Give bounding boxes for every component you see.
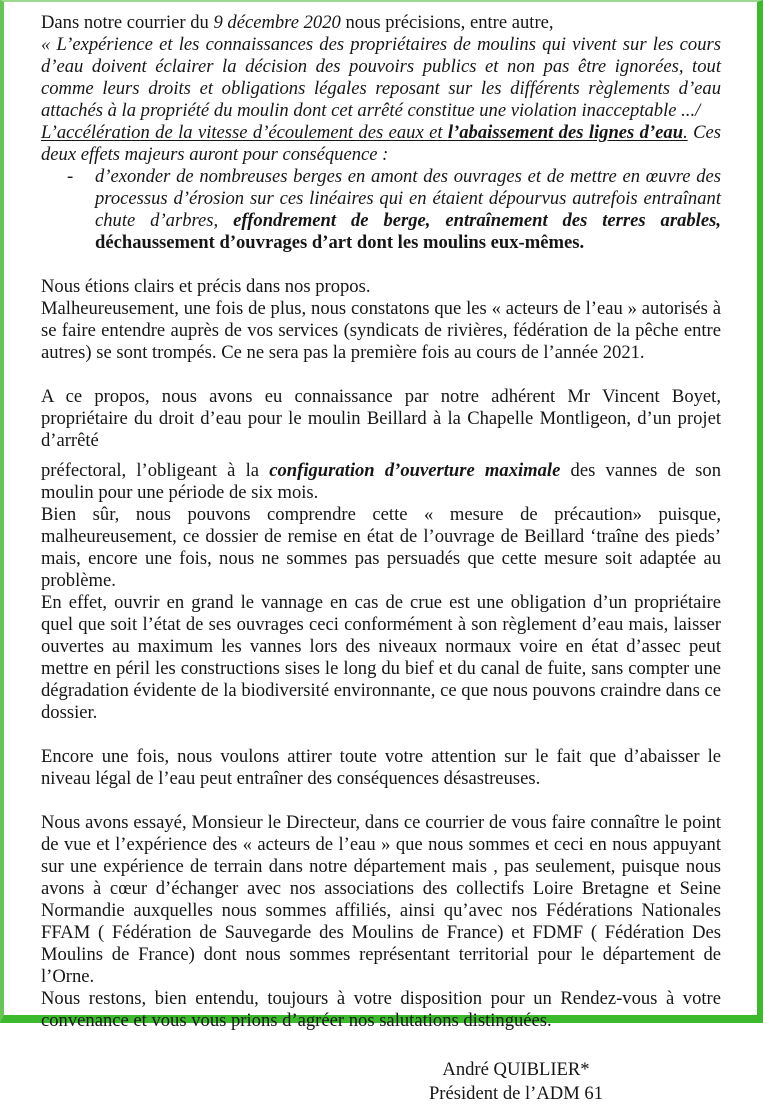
paragraph-spacer: [41, 364, 721, 386]
paragraph: [41, 988, 721, 1032]
text-segment: Nous avons essayé, Monsieur le Directeur, dans ce courrier de vous faire connaître le point de vue et l’expérience des « acteurs de l’eau » que nous sommes et ceci en nous appuyant sur une expérience de terrain dans notre département mais , pas seulement, puisque nous avons à cœur d’échanger avec nos associations des collectifs Loire Bretagne et Seine Normandie auxquelles nous sommes affiliés, ainsi qu’avec nos Fédérations Nationales FFAM ( Fédération de Sauvegarde des Moulins de France) et FDMF ( Fédération Des Moulins de France) dont nous sommes représentant territorial pour le département de l’Orne.: [41, 812, 721, 987]
text-segment: En effet, ouvrir en grand le vannage en cas de crue est une obligation d’un propriétaire quel que soit l’état de ses ouvrages ceci conformément à son règlement d’eau mais, laisser ouvertes au maximum les vannes lors des niveaux normaux voire en état d’assec peut mettre en péril les constructions sises le long du bief et du canal de fuite, sans compter une dégradation évidente de la biodiversité environnante, ce que nous pouvons craindre dans ce dossier.: [41, 592, 721, 723]
signature-name: André QUIBLIER*: [442, 1059, 590, 1080]
paragraph: [41, 386, 721, 452]
text-segment: des vannes de son moulin pour une période de six mois.: [41, 460, 721, 503]
paragraph: [41, 592, 721, 724]
text-segment: effondrement de berge, entraînement des terres arables,: [233, 210, 721, 231]
bullet-content: [95, 166, 721, 254]
text-segment: l’abaissement des lignes d’eau: [447, 122, 684, 143]
signature-block: [396, 1058, 636, 1106]
text-segment: préfectoral, l’obligeant à la: [41, 460, 270, 481]
paragraph: [41, 12, 721, 34]
text-segment: nous précisions, entre autre,: [340, 12, 554, 33]
text-segment: configuration d’ouverture maximale: [269, 460, 561, 481]
text-segment: Nous étions clairs et précis dans nos propos.: [41, 276, 371, 297]
paragraph: [41, 122, 721, 166]
document-body: [41, 12, 721, 1032]
paragraph: [41, 298, 721, 364]
paragraph: [41, 460, 721, 504]
text-segment: .: [683, 122, 688, 143]
text-segment: Encore une fois, nous voulons attirer toute votre attention sur le fait que d’abaisser le niveau légal de l’eau peut entraîner des conséquences désastreuses.: [41, 746, 721, 789]
paragraph-spacer: [41, 254, 721, 276]
text-segment: Bien sûr, nous pouvons comprendre cette « mesure de précaution» puisque, malheureusement, ce dossier de remise en état de l’ouvrage de Beillard ‘traîne des pieds’ mais, encore une fois, nous ne sommes pas persuadés que cette mesure soit adaptée au problème.: [41, 504, 721, 591]
paragraph-spacer: [41, 790, 721, 812]
text-segment: Dans notre courrier du: [41, 12, 214, 33]
text-segment: Nous restons, bien entendu, toujours à votre disposition pour un Rendez-vous à votre convenance et vous vous prions d’agréer nos salutations distinguées.: [41, 988, 721, 1031]
text-segment: d’exonder de nombreuses berges en amont des ouvrages et de mettre en œuvre des processus d’érosion sur ces linéaires qui en étaient dépourvus autrefois entraînant chute d’arbres,: [95, 166, 721, 231]
text-segment: Ces deux effets majeurs auront pour conséquence :: [41, 122, 721, 165]
paragraph: [41, 504, 721, 592]
paragraph: [41, 34, 721, 122]
text-segment: Malheureusement, une fois de plus, nous constatons que les « acteurs de l’eau » autorisés à se faire entendre auprès de vos services (syndicats de rivières, fédération de la pêche entre autres) se sont trompés. Ce ne sera pas la première fois au cours de l’année 2021.: [41, 298, 721, 363]
bullet-marker: -: [67, 166, 74, 187]
paragraph: [41, 746, 721, 790]
paragraph-spacer: [41, 724, 721, 746]
list-item: [41, 166, 721, 254]
paragraph: [41, 812, 721, 988]
text-segment: A ce propos, nous avons eu connaissance par notre adhérent Mr Vincent Boyet, propriétaire du droit d’eau pour le moulin Beillard à la Chapelle Montligeon, d’un projet d’arrêté: [41, 386, 721, 451]
paragraph: [41, 276, 721, 298]
text-segment: « L’expérience et les connaissances des propriétaires de moulins qui vivent sur les cours d’eau doivent éclairer la décision des pouvoirs publics et non pas être ignorées, tout comme leurs droits et obligations légales reposant sur les différents règlements d’eau attachés à la propriété du moulin dont cet arrêté constitue une violation inacceptable .../: [41, 34, 721, 121]
signature-title: Président de l’ADM 61: [428, 1083, 604, 1104]
text-segment: L’accélération de la vitesse d’écoulement des eaux et: [41, 122, 448, 143]
text-segment: déchaussement d’ouvrages d’art dont les moulins eux-mêmes.: [95, 232, 585, 253]
text-segment: 9 décembre 2020: [213, 12, 341, 33]
